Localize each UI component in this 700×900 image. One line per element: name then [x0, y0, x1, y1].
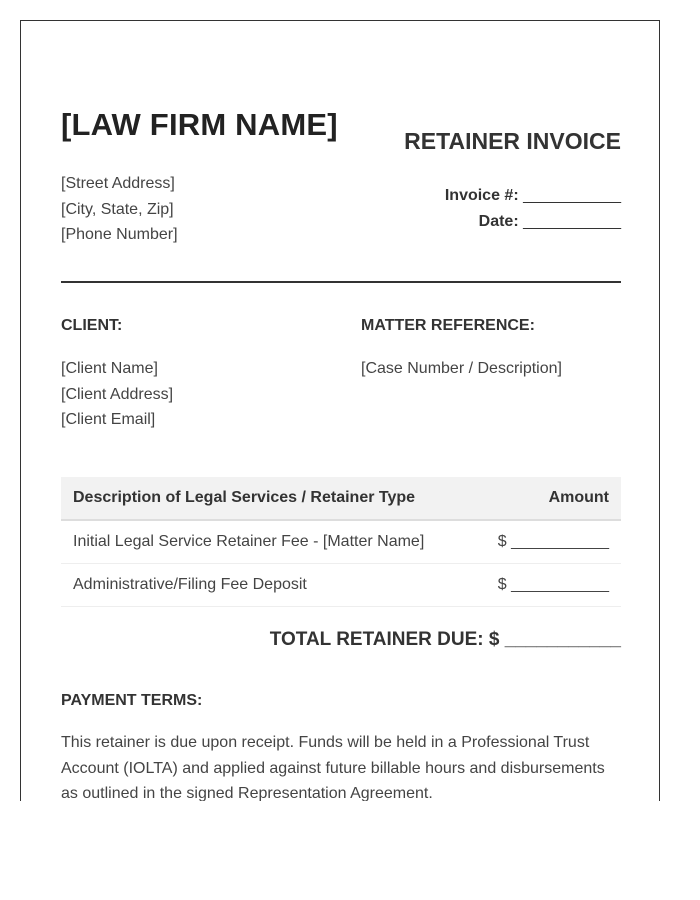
firm-address-block: [61, 171, 178, 248]
street-address: [Street Address]: [61, 175, 175, 192]
invoice-number-field[interactable]: ___________: [523, 187, 621, 204]
firm-name: [LAW FIRM NAME]: [61, 107, 338, 142]
date-field[interactable]: ___________: [523, 213, 621, 230]
invoice-number-label: Invoice #:: [444, 187, 519, 204]
payment-terms-text: This retainer is due upon receipt. Funds will be held in a Professional Trust Account (IOLTA) and applied against future billable hours and disbursements as outlined in the signed Representation Agreement.: [61, 734, 605, 801]
table-row: [61, 564, 621, 607]
matter-reference-value: [Case Number / Description]: [361, 360, 562, 377]
date-label: Date:: [478, 213, 519, 230]
header-divider: [61, 281, 621, 283]
payment-terms-label: PAYMENT TERMS:: [61, 692, 203, 709]
total-retainer-due: TOTAL RETAINER DUE: $ ___________: [269, 629, 621, 650]
city-state-zip: [City, State, Zip]: [61, 200, 174, 218]
services-table: [61, 477, 621, 607]
invoice-number-row: [445, 183, 621, 209]
table-header-row: [61, 477, 621, 520]
client-label: CLIENT:: [61, 317, 123, 334]
service-amount-field[interactable]: $ ___________: [473, 520, 621, 564]
service-description: Initial Legal Service Retainer Fee - [Matter Name]: [61, 520, 473, 564]
date-row: [445, 209, 621, 235]
invoice-page: [20, 20, 660, 801]
client-info-block: [61, 356, 173, 433]
client-email: [Client Email]: [61, 411, 156, 428]
invoice-meta: [445, 183, 621, 235]
client-address: [Client Address]: [61, 385, 174, 403]
matter-reference-label: MATTER REFERENCE:: [361, 317, 535, 334]
table-row: [61, 520, 621, 564]
client-name: [Client Name]: [61, 360, 158, 377]
description-column-header: Description of Legal Services / Retainer Type: [61, 477, 473, 520]
service-description: Administrative/Filing Fee Deposit: [61, 564, 473, 607]
document-title: RETAINER INVOICE: [404, 128, 621, 154]
phone-number: [Phone Number]: [61, 226, 178, 243]
service-amount-field[interactable]: $ ___________: [473, 564, 621, 607]
amount-column-header: Amount: [473, 477, 621, 520]
